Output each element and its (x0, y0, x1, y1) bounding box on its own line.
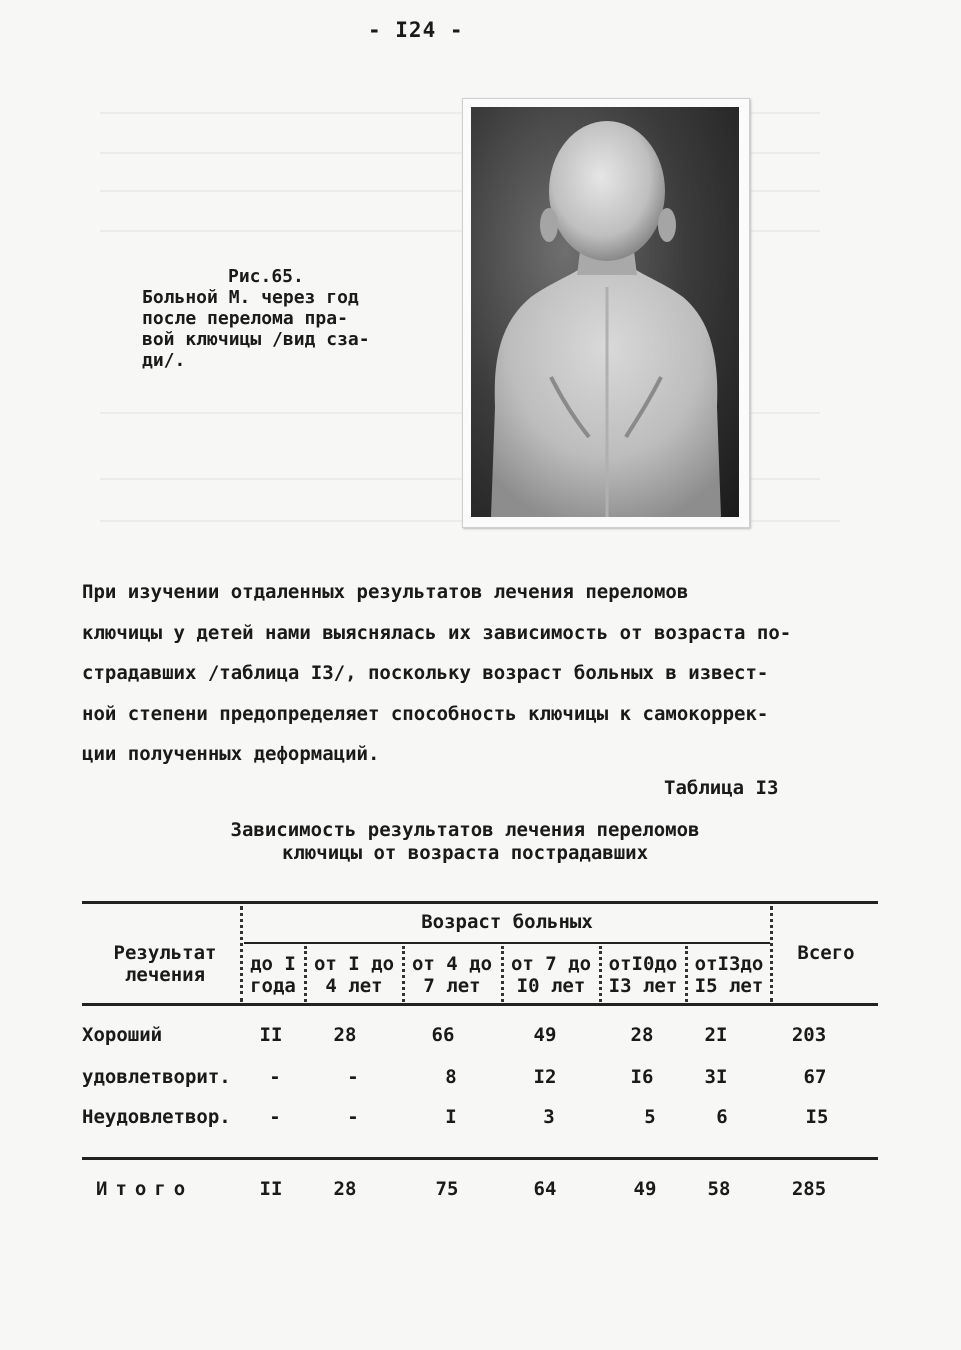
header-age-col: от I до 4 лет (313, 953, 395, 997)
table-top-rule (82, 901, 878, 904)
table-total-label: Итого (96, 1178, 194, 1200)
table-total-cell: 49 (633, 1178, 657, 1200)
figure-caption-title: Рис.65. (228, 266, 304, 287)
table-cell: I (445, 1106, 457, 1128)
table-cell: 5 (644, 1106, 656, 1128)
table-cell: - (269, 1106, 281, 1128)
body-paragraph: При изучении отдаленных результатов лечения переломов ключицы у детей нами выяснялась их зависимость от возраста по- страдавших /таблица I3/, поскольку возраст больных в извест- ной степени предопределяет способность ключицы к самокоррек- ции полученных деформаций. (82, 581, 792, 765)
table-header-rule (82, 1003, 878, 1006)
page-number: - I24 - (368, 18, 464, 42)
table-cell: 2I (704, 1024, 728, 1046)
table-cell-total: 67 (803, 1066, 827, 1088)
header-age-col: от 4 до 7 лет (411, 953, 493, 997)
table-row-label: Неудовлетвор. (82, 1106, 231, 1128)
table-cell: 28 (630, 1024, 654, 1046)
table-total-rule (82, 1157, 878, 1160)
table-cell: I2 (533, 1066, 557, 1088)
header-age-col: отI0до I3 лет (608, 953, 678, 997)
table-cell: I6 (630, 1066, 654, 1088)
header-age-col: отI3до I5 лет (694, 953, 764, 997)
header-age-col: до I года (250, 953, 296, 997)
table-total-cell: 75 (435, 1178, 459, 1200)
figure-caption-body: Больной М. через год после перелома пра- вой ключицы /вид сза- ди/. (142, 287, 370, 371)
header-total: Всего (797, 942, 855, 964)
table-title: Зависимость результатов лечения переломов ключицы от возраста пострадавших (230, 819, 700, 864)
table-cell: 3 (543, 1106, 555, 1128)
header-age-group: Возраст больных (421, 911, 593, 933)
table-total-cell: II (259, 1178, 283, 1200)
photograph-frame (462, 98, 750, 528)
figure-caption (130, 266, 410, 371)
table-total-cell: 58 (707, 1178, 731, 1200)
table-cell: - (347, 1066, 359, 1088)
table-label: Таблица I3 (664, 777, 779, 799)
table-cell-total: I5 (805, 1106, 829, 1128)
table-cell: II (259, 1024, 283, 1046)
table-cell: 49 (533, 1024, 557, 1046)
table-cell: 66 (431, 1024, 455, 1046)
table-cell: 28 (333, 1024, 357, 1046)
header-age-col: от 7 до I0 лет (510, 953, 592, 997)
table-total-cell: 28 (333, 1178, 357, 1200)
table-cell: 3I (704, 1066, 728, 1088)
age-group-rule (244, 942, 770, 944)
table-cell: - (347, 1106, 359, 1128)
table-cell: 8 (445, 1066, 457, 1088)
header-result: Результат лечения (113, 942, 217, 986)
table-grand-total: 285 (791, 1178, 827, 1200)
table-total-cell: 64 (533, 1178, 557, 1200)
table-cell: 6 (716, 1106, 728, 1128)
table-cell-total: 203 (791, 1024, 827, 1046)
patient-back-photograph (471, 107, 739, 517)
table-cell: - (269, 1066, 281, 1088)
table-row-label: Хороший (82, 1024, 163, 1046)
table-row-label: удовлетворит. (82, 1066, 231, 1088)
